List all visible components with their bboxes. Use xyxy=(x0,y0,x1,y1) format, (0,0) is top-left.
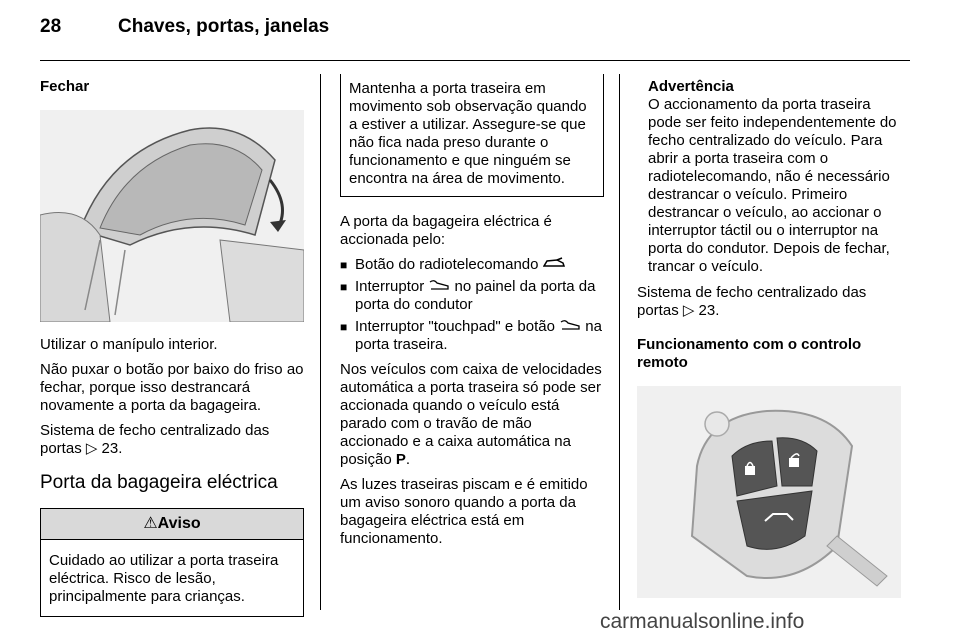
list-item xyxy=(340,256,604,274)
warning-title: Aviso xyxy=(157,515,201,532)
section-heading: Porta da bagageira eléctrica xyxy=(40,472,278,493)
central-locking-ref: Sistema de fecho centralizado das portas ▷ 23. xyxy=(637,284,867,319)
warning-triangle-icon: ⚠ xyxy=(143,515,158,532)
warning-box xyxy=(40,508,304,617)
list-item-text: Interruptor "touchpad" e botão xyxy=(355,318,555,335)
list-item xyxy=(340,278,604,314)
advertencia-text: O accionamento da porta traseira pode ser feito independentemente do fecho centralizado do veículo. Para abrir a porta traseira com o radiotelecomando, não é necessário destrancar o veículo. Primeiro destrancar o veículo, ao accionar o interruptor táctil ou o interruptor na porta do condutor. Depois de fechar, trancar o veículo. xyxy=(648,96,897,275)
instruction-use-handle: Utilizar o manípulo interior. xyxy=(40,336,218,353)
tailgate-switch-icon xyxy=(428,278,450,296)
advertencia-block xyxy=(637,78,901,276)
lights-note: As luzes traseiras piscam e é emitido um aviso sonoro quando a porta da bagageira eléctrica está em funcionamento. xyxy=(340,476,588,547)
note-text: Mantenha a porta traseira em movimento sob observação quando a estiver a utilizar. Assegure-se que não fica nada preso durante o funcionamento e que ninguém se encontra na área de movimento. xyxy=(349,80,587,187)
bullet-icon: ■ xyxy=(340,280,348,294)
column-divider-1 xyxy=(320,74,321,610)
tailgate-switch-icon xyxy=(559,318,581,336)
central-locking-ref: Sistema de fecho centralizado das portas ▷ 23. xyxy=(40,422,270,457)
list-item-text-after: na porta traseira. xyxy=(355,318,602,353)
column-2 xyxy=(340,74,604,555)
remote-key-image xyxy=(637,386,901,598)
page-header xyxy=(40,16,329,38)
column-3 xyxy=(637,78,901,598)
remote-key-illustration xyxy=(637,386,901,598)
actuation-list xyxy=(340,256,604,354)
warning-header xyxy=(41,509,303,540)
warning-text: Cuidado ao utilizar a porta traseira eléctrica. Risco de lesão, principalmente para crianças. xyxy=(49,552,279,605)
header-rule xyxy=(40,60,910,61)
actuation-intro: A porta da bagageira eléctrica é accionada pelo: xyxy=(340,213,552,248)
subheading-fechar: Fechar xyxy=(40,78,90,95)
tailgate-illustration xyxy=(40,110,304,322)
list-item-text: Botão do radiotelecomando xyxy=(355,256,539,273)
list-item-text-after: no painel da porta da porta do condutor xyxy=(355,278,596,313)
subheading-remote: Funcionamento com o controlo remoto xyxy=(637,336,862,371)
tailgate-image xyxy=(40,110,304,322)
bullet-icon: ■ xyxy=(340,320,348,334)
list-item xyxy=(340,318,604,354)
watermark: carmanualsonline.info xyxy=(600,610,805,633)
warning-do-not-pull: Não puxar o botão por baixo do friso ao fechar, porque isso destrancará novamente a porta da bagageira. xyxy=(40,361,304,414)
warning-box-continued xyxy=(340,74,604,197)
page-title: Chaves, portas, janelas xyxy=(118,16,330,37)
automatic-transmission-note: Nos veículos com caixa de velocidades automática a porta traseira só pode ser accionada quando o veículo está parado com o travão de mão accionado e a caixa automática na posição P. xyxy=(340,361,602,468)
car-tailgate-icon xyxy=(543,256,565,274)
page-number: 28 xyxy=(40,16,62,37)
column-divider-2 xyxy=(619,74,620,610)
bullet-icon: ■ xyxy=(340,258,348,272)
advertencia-title: Advertência xyxy=(648,78,734,95)
column-1 xyxy=(40,78,304,617)
list-item-text: Interruptor xyxy=(355,278,425,295)
position-p: P xyxy=(395,451,406,468)
